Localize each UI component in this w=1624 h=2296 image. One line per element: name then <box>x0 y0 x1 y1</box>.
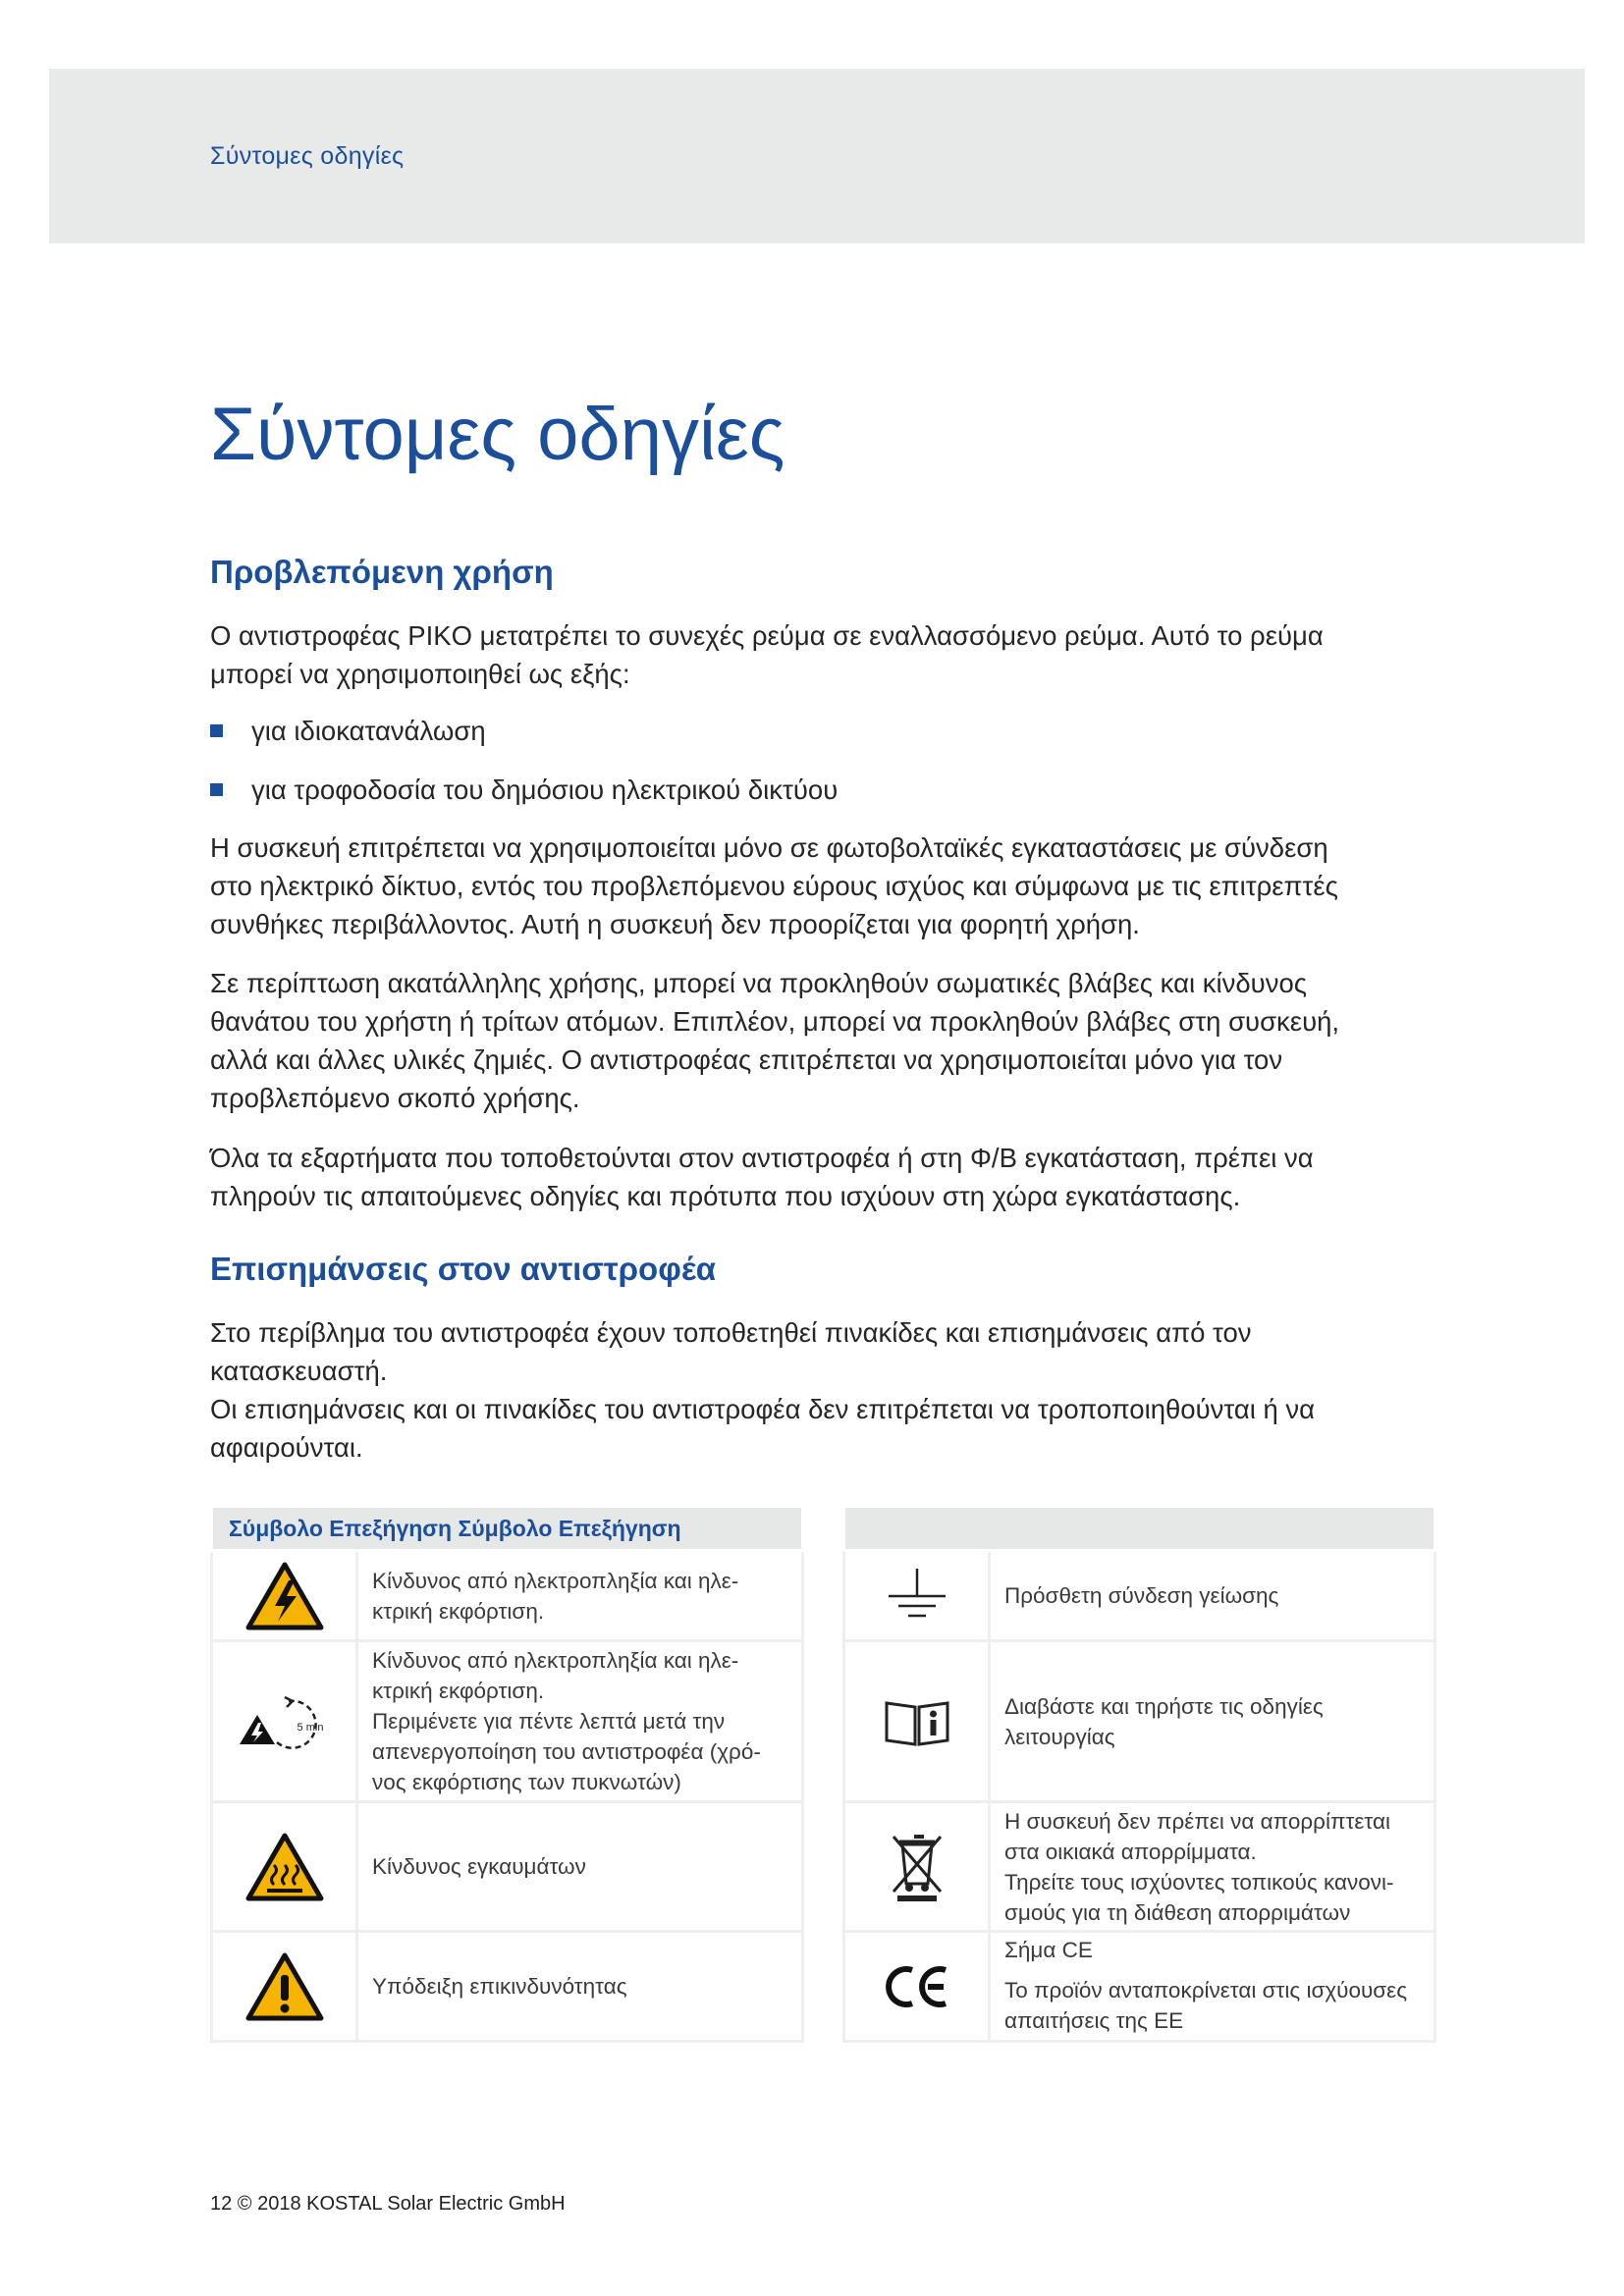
text-line: κατασκευαστή. <box>210 1356 388 1386</box>
text-line: νος εκφόρτισης των πυκνωτών) <box>372 1770 681 1794</box>
discharge-time-warning-icon <box>212 1641 357 1802</box>
table-row <box>212 1641 803 1802</box>
text-line: στο ηλεκτρικό δίκτυο, εντός του προβλεπόμενου εύρους ισχύος και σύμφωνα με τις επιτρεπτές <box>210 871 1338 901</box>
discharge-time-label: 5 min <box>297 1721 323 1734</box>
header-band <box>49 69 1585 243</box>
text-line: προβλεπόμενο σκοπό χρήσης. <box>210 1083 580 1113</box>
table-header: Σύμβολο Επεξήγηση Σύμβολο Επεξήγηση <box>212 1507 803 1551</box>
text-line: Στο περίβλημα του αντιστροφέα έχουν τοποθετηθεί πινακίδες και επισημάνσεις από τον <box>210 1317 1252 1348</box>
text-line: Πρόσθετη σύνδεση γείωσης <box>1004 1583 1279 1608</box>
intro-paragraph <box>210 616 1428 693</box>
symbol-table-left <box>210 1505 804 2043</box>
text-line: Υπόδειξη επικινδυνότητας <box>372 1974 627 1999</box>
footer-copyright: 12 © 2018 KOSTAL Solar Electric GmbH <box>210 2193 566 2215</box>
text-line: κτρική εκφόρτιση. <box>372 1598 545 1624</box>
header-label: Σύντομες οδηγίες <box>210 142 405 170</box>
text-line: Ο αντιστροφέας PIKO μετατρέπει το συνεχές ρεύμα σε εναλλασσόμενο ρεύμα. Αυτό το ρεύμα <box>210 620 1324 651</box>
paragraph-components <box>210 1139 1428 1215</box>
symbol-description <box>357 1551 803 1641</box>
text-line: Το προϊόν ανταποκρίνεται στις ισχύουσες <box>1004 1978 1408 2002</box>
text-line: Οι επισημάνσεις και οι πινακίδες του αντιστροφέα δεν επιτρέπεται να τροποποιηθούνται ή να <box>210 1394 1316 1424</box>
paragraph-labels <box>210 1313 1428 1467</box>
text-line: Τηρείτε τους ισχύοντες τοπικούς κανονι- <box>1004 1869 1394 1895</box>
text-line: μπορεί να χρησιμοποιηθεί ως εξής: <box>210 659 630 689</box>
ce-mark-icon <box>844 1932 990 2042</box>
section-heading-intended-use: Προβλεπόμενη χρήση <box>210 554 554 590</box>
table-row <box>212 1932 803 2042</box>
text-line: απαιτήσεις της ΕΕ <box>1004 2008 1184 2033</box>
bullet-item <box>210 771 838 809</box>
symbol-description <box>990 1641 1435 1802</box>
symbol-description <box>357 1802 803 1932</box>
table-header-empty <box>844 1507 1435 1551</box>
text-line: Περιμένετε για πέντε λεπτά μετά την <box>372 1709 726 1734</box>
table-row <box>212 1551 803 1641</box>
bullet-square-icon <box>210 724 223 737</box>
text-line: Διαβάστε και τηρήστε τις οδηγίες <box>1004 1693 1324 1719</box>
hot-surface-warning-icon <box>212 1802 357 1932</box>
table-row <box>212 1802 803 1932</box>
text-line: Η συσκευή επιτρέπεται να χρησιμοποιείται μόνο σε φωτοβολταϊκές εγκαταστάσεις με σύνδεση <box>210 832 1328 863</box>
general-warning-icon <box>212 1932 357 2042</box>
text-line: συνθήκες περιβάλλοντος. Αυτή η συσκευή δεν προορίζεται για φορητή χρήση. <box>210 909 1140 939</box>
ce-title: Σήμα CE <box>1004 1938 1093 1962</box>
text-line: στα οικιακά απορρίμματα. <box>1004 1839 1257 1864</box>
text-line: Κίνδυνος εγκαυμάτων <box>372 1854 586 1879</box>
symbol-description <box>990 1932 1435 2042</box>
text-line: λειτουργίας <box>1004 1724 1115 1749</box>
text-line: θανάτου του χρήστη ή τρίτων ατόμων. Επιπλέον, μπορεί να προκληθούν βλάβες στη συσκευή, <box>210 1006 1340 1037</box>
electric-shock-warning-icon <box>212 1551 357 1641</box>
text-line: Η συσκευή δεν πρέπει να απορρίπτεται <box>1004 1808 1390 1834</box>
text-line: απενεργοποίηση του αντιστροφέα (χρό- <box>372 1739 761 1764</box>
table-row <box>844 1641 1435 1802</box>
text-line: Κίνδυνος από ηλεκτροπληξία και ηλε- <box>372 1568 739 1593</box>
symbol-description <box>357 1641 803 1802</box>
page-title: Σύντομες οδηγίες <box>210 393 785 476</box>
text-line: Σε περίπτωση ακατάλληλης χρήσης, μπορεί να προκληθούν σωματικές βλάβες και κίνδυνος <box>210 968 1307 998</box>
table-row <box>844 1802 1435 1932</box>
text-line: κτρική εκφόρτιση. <box>372 1679 545 1703</box>
bullet-square-icon <box>210 783 223 796</box>
table-row <box>844 1932 1435 2042</box>
ground-connection-icon <box>844 1551 990 1641</box>
text-line: Όλα τα εξαρτήματα που τοποθετούνται στον αντιστροφέα ή στη Φ/Β εγκατάσταση, πρέπει να <box>210 1143 1314 1173</box>
read-manual-icon <box>844 1641 990 1802</box>
bullet-text: για τροφοδοσία του δημόσιου ηλεκτρικού δικτύου <box>251 774 839 805</box>
text-line: σμούς για τη διάθεση απορριμάτων <box>1004 1899 1351 1925</box>
symbol-description <box>990 1802 1435 1932</box>
text-line: αφαιρούνται. <box>210 1432 363 1463</box>
symbol-description <box>990 1551 1435 1641</box>
bullet-item <box>210 712 486 750</box>
text-line: αλλά και άλλες υλικές ζημιές. Ο αντιστροφέας επιτρέπεται να χρησιμοποιείται μόνο για τον <box>210 1044 1283 1075</box>
bullet-text: για ιδιοκατανάλωση <box>251 716 486 746</box>
symbol-table-right <box>842 1505 1436 2043</box>
text-line: Κίνδυνος από ηλεκτροπληξία και ηλε- <box>372 1648 739 1673</box>
symbol-description <box>357 1932 803 2042</box>
weee-bin-icon <box>844 1802 990 1932</box>
text-line: πληρούν τις απαιτούμενες οδηγίες και πρότυπα που ισχύουν στη χώρα εγκατάστασης. <box>210 1181 1241 1211</box>
paragraph-pv-usage <box>210 828 1428 943</box>
table-row <box>844 1551 1435 1641</box>
paragraph-misuse <box>210 964 1428 1117</box>
section-heading-markings: Επισημάνσεις στον αντιστροφέα <box>210 1251 716 1287</box>
